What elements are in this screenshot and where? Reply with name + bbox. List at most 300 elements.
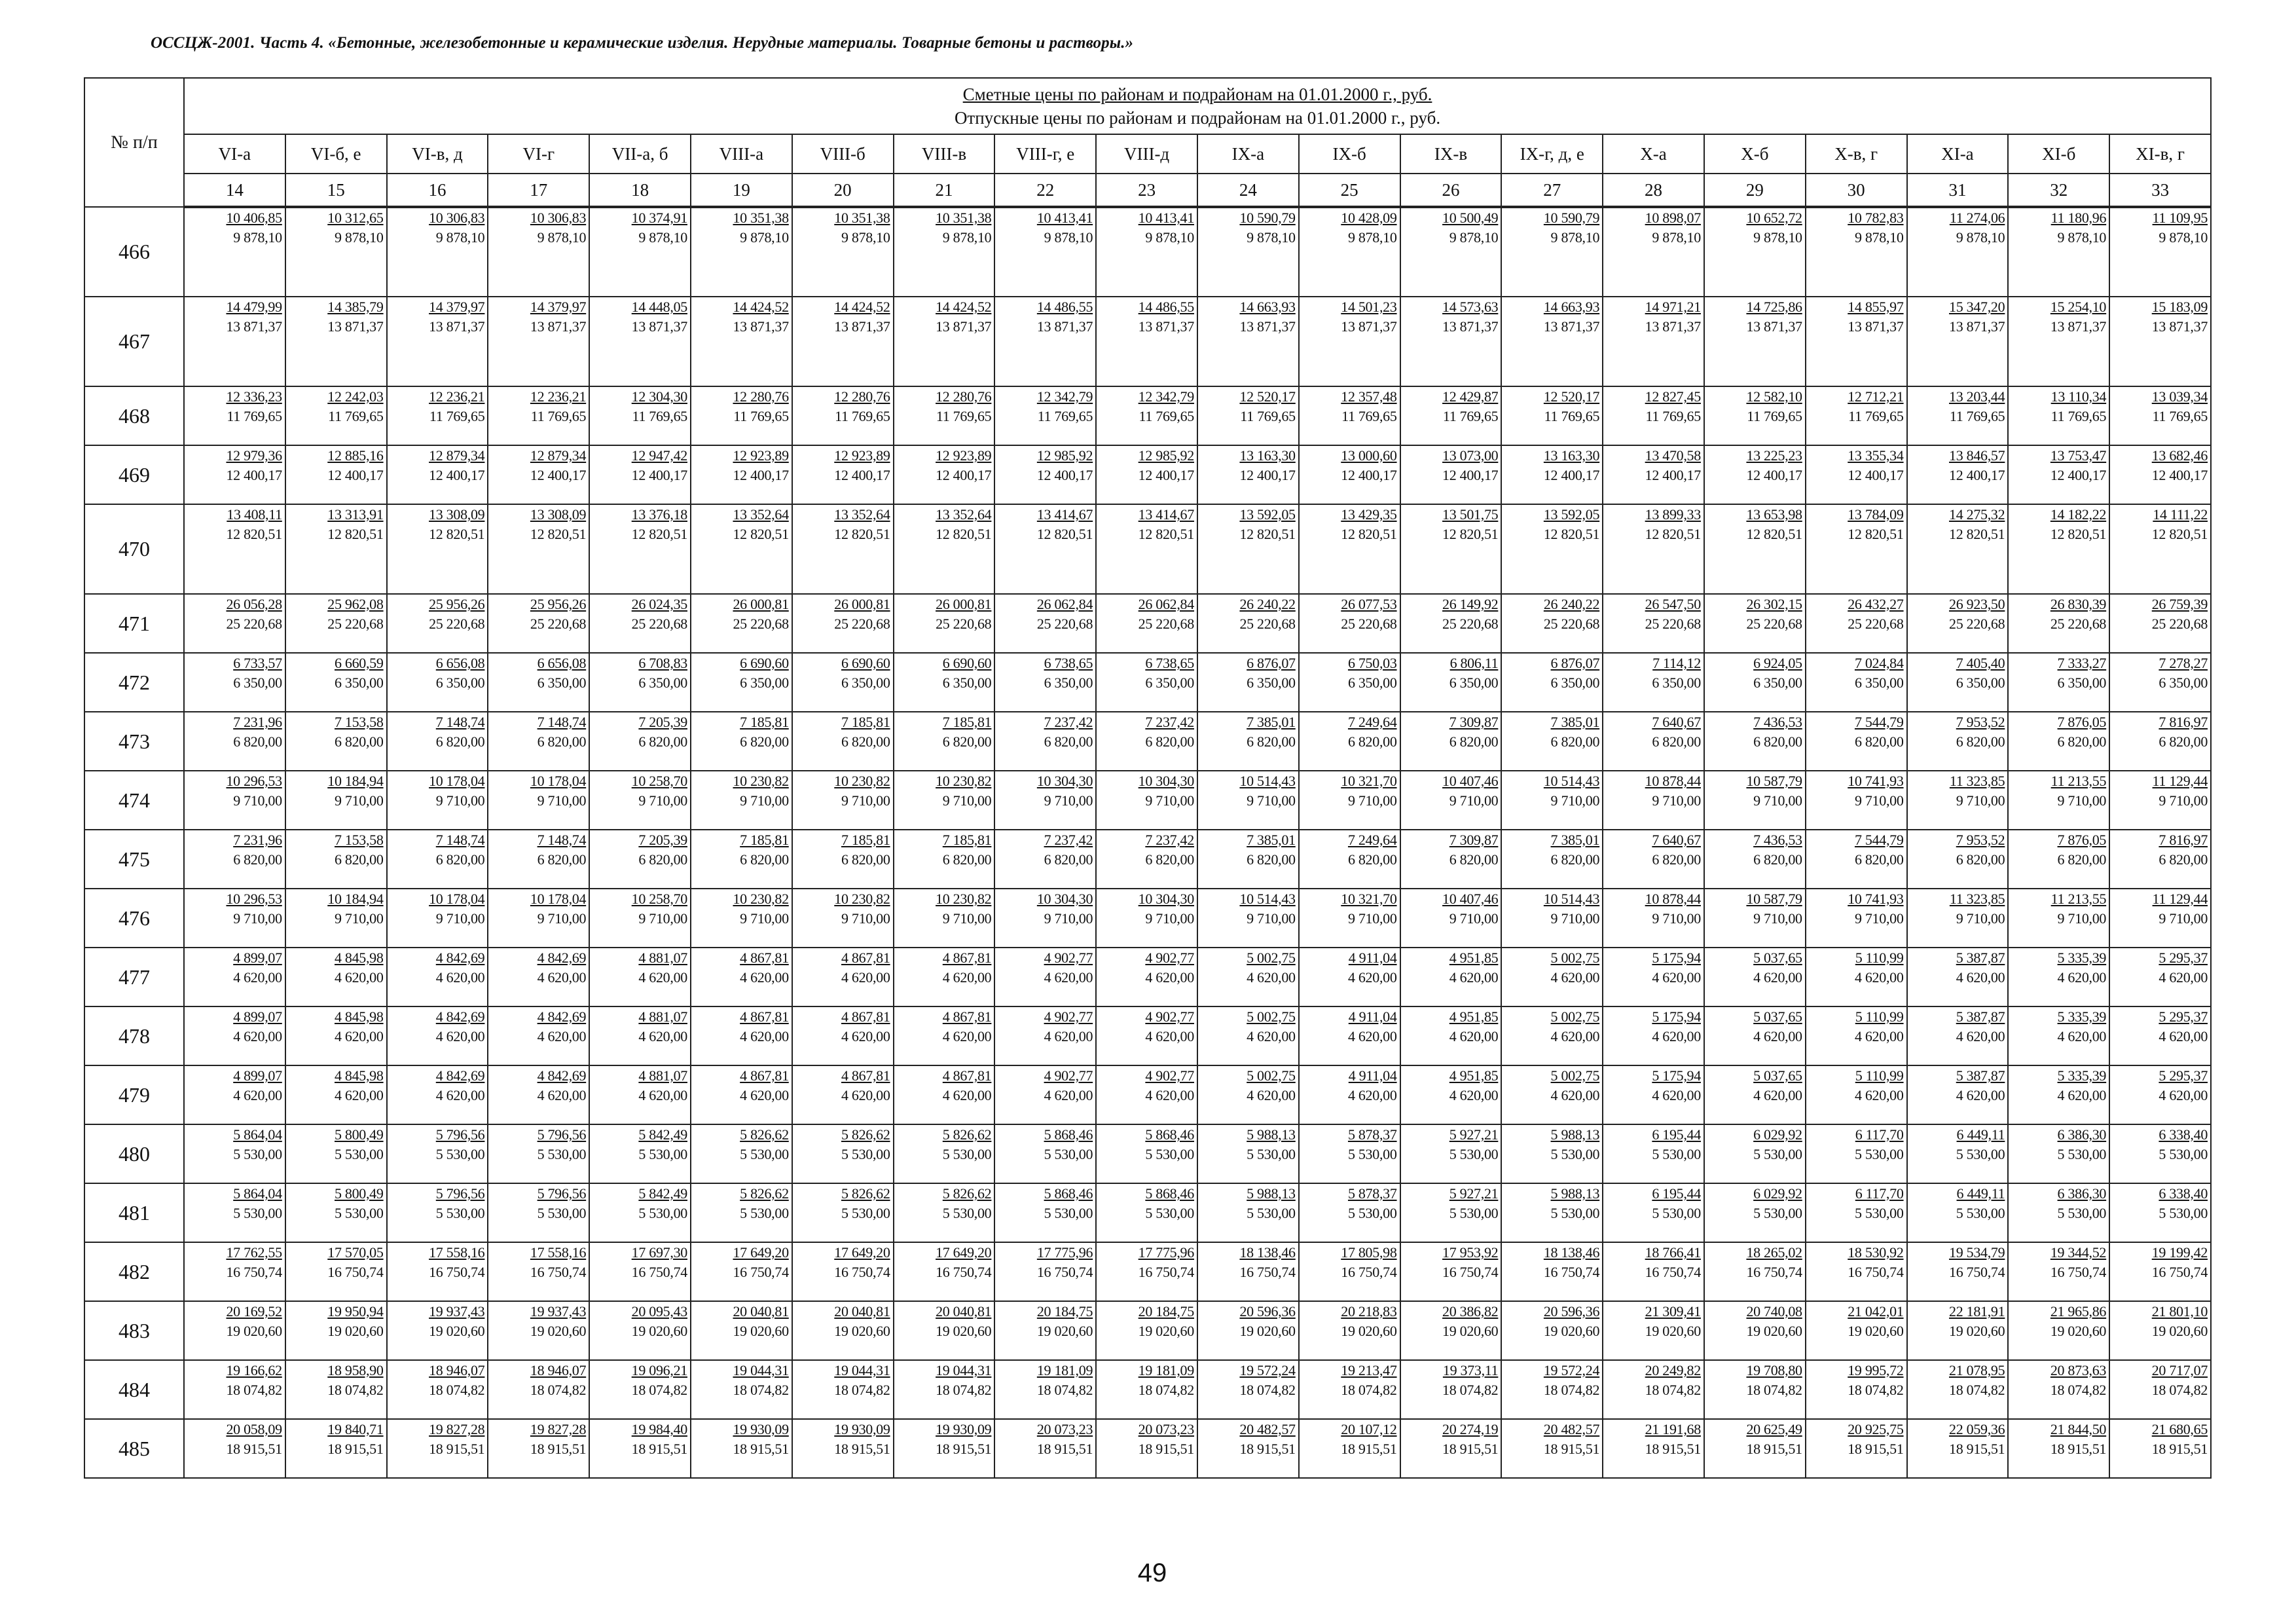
- price-cell: [1704, 386, 1806, 445]
- price-cell: [2008, 594, 2109, 653]
- estimate-price: 5 175,94: [1652, 1008, 1701, 1025]
- estimate-price: 17 649,20: [834, 1244, 890, 1261]
- release-price: 12 400,17: [530, 467, 587, 483]
- release-price: 25 220,68: [429, 616, 485, 632]
- estimate-price: 6 708,83: [638, 655, 687, 671]
- estimate-price: 10 514,43: [1239, 773, 1296, 789]
- release-price: 13 871,37: [936, 318, 992, 335]
- price-cell: [994, 1242, 1096, 1301]
- release-price: 6 820,00: [1145, 851, 1194, 868]
- estimate-price: 19 181,09: [1036, 1362, 1093, 1378]
- release-price: 19 020,60: [1949, 1323, 2005, 1339]
- estimate-price: 7 205,39: [638, 714, 687, 730]
- estimate-price: 5 037,65: [1753, 1008, 1802, 1025]
- estimate-price: 14 725,86: [1746, 299, 1802, 315]
- estimate-price: 19 950,94: [327, 1303, 384, 1320]
- price-cell: [1501, 1360, 1603, 1419]
- estimate-price: 12 885,16: [327, 447, 384, 464]
- release-price: 11 769,65: [1949, 408, 2005, 424]
- estimate-price: 7 114,12: [1652, 655, 1701, 671]
- estimate-price: 5 842,49: [638, 1185, 687, 1202]
- price-cell: [1197, 1006, 1299, 1065]
- estimate-price: 12 520,17: [1239, 388, 1296, 405]
- price-cell: [1603, 830, 1704, 889]
- price-cell: [691, 594, 792, 653]
- estimate-price: 6 117,70: [1855, 1126, 1904, 1143]
- release-price: 9 878,10: [1145, 229, 1194, 246]
- price-cell: [1907, 386, 2009, 445]
- price-cell: [994, 386, 1096, 445]
- release-price: 9 878,10: [942, 229, 992, 246]
- price-cell: [1299, 712, 1400, 771]
- estimate-price: 5 826,62: [942, 1185, 992, 1202]
- estimate-price: 6 656,08: [537, 655, 587, 671]
- release-price: 6 820,00: [1449, 851, 1499, 868]
- release-price: 12 820,51: [1848, 526, 1904, 542]
- estimate-price: 20 040,81: [733, 1303, 789, 1320]
- estimate-price: 26 000,81: [834, 596, 890, 612]
- price-cell: [1501, 771, 1603, 830]
- estimate-price: 6 738,65: [1145, 655, 1194, 671]
- release-price: 9 710,00: [1247, 910, 1296, 927]
- estimate-price: 7 185,81: [740, 832, 789, 848]
- estimate-price: 4 867,81: [740, 1067, 789, 1084]
- release-price: 9 710,00: [1753, 910, 1802, 927]
- release-price: 6 350,00: [1044, 674, 1093, 691]
- release-price: 11 769,65: [530, 408, 587, 424]
- price-cell: [2008, 297, 2109, 386]
- estimate-price: 7 237,42: [1044, 832, 1093, 848]
- estimate-price-title: Сметные цены по районам и подрайонам на 01.01.2000 г., руб.: [962, 84, 1432, 104]
- price-cell: [1501, 504, 1603, 594]
- price-cell: [691, 1124, 792, 1183]
- release-price: 19 020,60: [429, 1323, 485, 1339]
- estimate-price: 26 302,15: [1746, 596, 1802, 612]
- column-number: 33: [2109, 174, 2211, 207]
- price-cell: [994, 653, 1096, 712]
- price-cell: [1299, 445, 1400, 504]
- release-price: 18 074,82: [429, 1382, 485, 1398]
- estimate-price: 13 203,44: [1949, 388, 2005, 405]
- price-cell: [792, 948, 894, 1006]
- column-number: 28: [1603, 174, 1704, 207]
- release-price: 6 350,00: [2057, 674, 2107, 691]
- price-cell: [589, 1301, 691, 1360]
- release-price: 12 820,51: [1138, 526, 1194, 542]
- release-price: 11 769,65: [1139, 408, 1194, 424]
- price-cell: [1096, 889, 1197, 948]
- release-price: 12 400,17: [1036, 467, 1093, 483]
- estimate-price: 14 182,22: [2050, 506, 2107, 523]
- estimate-price: 10 230,82: [733, 773, 789, 789]
- price-cell: [792, 1242, 894, 1301]
- price-cell: [994, 889, 1096, 948]
- estimate-price: 5 864,04: [233, 1185, 282, 1202]
- estimate-price: 20 218,83: [1341, 1303, 1397, 1320]
- price-cell: [994, 1183, 1096, 1242]
- estimate-price: 7 231,96: [233, 714, 282, 730]
- estimate-price: 13 110,34: [2050, 388, 2107, 405]
- estimate-price: 21 844,50: [2050, 1421, 2107, 1437]
- release-price: 12 820,51: [530, 526, 587, 542]
- price-cell: [1806, 1419, 1907, 1478]
- price-cell: [994, 830, 1096, 889]
- release-price: 18 074,82: [733, 1382, 789, 1398]
- release-price: 19 020,60: [733, 1323, 789, 1339]
- price-cell: [387, 1065, 488, 1124]
- price-cell: [1603, 712, 1704, 771]
- release-price: 6 820,00: [2057, 851, 2107, 868]
- price-cell: [387, 1183, 488, 1242]
- estimate-price: 5 826,62: [942, 1126, 992, 1143]
- release-price: 9 710,00: [841, 910, 890, 927]
- price-cell: [1806, 1301, 1907, 1360]
- price-cell: [894, 1124, 995, 1183]
- estimate-price: 13 501,75: [1442, 506, 1499, 523]
- price-cell: [2109, 830, 2211, 889]
- estimate-price: 13 408,11: [227, 506, 282, 523]
- estimate-price: 12 923,89: [733, 447, 789, 464]
- release-price: 6 350,00: [1550, 674, 1600, 691]
- price-cell: [1400, 297, 1502, 386]
- release-price: 6 820,00: [1753, 733, 1802, 750]
- release-price: 4 620,00: [740, 1028, 789, 1044]
- release-price: 11 769,65: [1848, 408, 1904, 424]
- estimate-price: 4 845,98: [334, 1008, 384, 1025]
- price-cell: [184, 1301, 285, 1360]
- price-cell: [285, 504, 387, 594]
- region-header: X-в, г: [1806, 134, 1907, 174]
- price-cell: [1501, 712, 1603, 771]
- release-price: 6 820,00: [1247, 733, 1296, 750]
- estimate-price: 12 280,76: [834, 388, 890, 405]
- price-cell: [1704, 1006, 1806, 1065]
- release-price: 6 350,00: [1854, 674, 1904, 691]
- estimate-price: 10 587,79: [1746, 773, 1802, 789]
- price-cell: [1096, 1065, 1197, 1124]
- release-price: 5 530,00: [334, 1146, 384, 1162]
- column-number: 20: [792, 174, 894, 207]
- price-cell: [184, 1419, 285, 1478]
- estimate-price: 19 044,31: [733, 1362, 789, 1378]
- estimate-price: 6 338,40: [2159, 1126, 2208, 1143]
- price-cell: [1704, 1360, 1806, 1419]
- release-price: 9 710,00: [638, 792, 687, 809]
- price-cell: [1400, 1065, 1502, 1124]
- price-cell: [1096, 207, 1197, 297]
- release-price: 18 074,82: [530, 1382, 587, 1398]
- release-price: 11 769,65: [632, 408, 687, 424]
- release-price: 9 710,00: [1956, 910, 2005, 927]
- price-cell: [792, 889, 894, 948]
- release-price: 4 620,00: [1247, 969, 1296, 986]
- estimate-price: 4 899,07: [233, 1008, 282, 1025]
- estimate-price: 10 304,30: [1138, 891, 1194, 907]
- release-price: 18 074,82: [631, 1382, 687, 1398]
- release-price: 12 820,51: [834, 526, 890, 542]
- region-header: XI-в, г: [2109, 134, 2211, 174]
- price-cell: [894, 594, 995, 653]
- column-number: 31: [1907, 174, 2009, 207]
- release-price: 12 820,51: [1746, 526, 1802, 542]
- release-price: 5 530,00: [334, 1205, 384, 1221]
- price-cell: [184, 1183, 285, 1242]
- price-cell: [1704, 207, 1806, 297]
- price-cell: [488, 297, 589, 386]
- price-cell: [184, 297, 285, 386]
- release-price: 6 820,00: [537, 733, 587, 750]
- release-price: 18 915,51: [530, 1441, 587, 1457]
- estimate-price: 20 184,75: [1036, 1303, 1093, 1320]
- price-cell: [1603, 445, 1704, 504]
- release-price: 11 769,65: [1544, 408, 1600, 424]
- price-cell: [589, 1242, 691, 1301]
- price-cell: [691, 445, 792, 504]
- price-cell: [387, 1360, 488, 1419]
- release-price: 12 400,17: [1949, 467, 2005, 483]
- estimate-price: 14 379,97: [429, 299, 485, 315]
- price-cell: [1907, 594, 2009, 653]
- row-number: 471: [84, 594, 184, 653]
- release-price: 5 530,00: [1550, 1146, 1600, 1162]
- price-cell: [488, 1006, 589, 1065]
- estimate-price: 7 185,81: [841, 832, 890, 848]
- release-price: 19 020,60: [631, 1323, 687, 1339]
- price-cell: [792, 653, 894, 712]
- region-header: X-б: [1704, 134, 1806, 174]
- price-cell: [1501, 1065, 1603, 1124]
- estimate-price: 6 117,70: [1855, 1185, 1904, 1202]
- price-cell: [589, 1065, 691, 1124]
- price-cell: [1603, 594, 1704, 653]
- estimate-price: 13 592,05: [1239, 506, 1296, 523]
- price-cell: [589, 1360, 691, 1419]
- column-number: 30: [1806, 174, 1907, 207]
- estimate-price: 5 796,56: [435, 1185, 485, 1202]
- price-cell: [285, 1065, 387, 1124]
- release-price: 18 074,82: [936, 1382, 992, 1398]
- price-cell: [2008, 1242, 2109, 1301]
- estimate-price: 7 024,84: [1854, 655, 1904, 671]
- release-price: 6 820,00: [1854, 851, 1904, 868]
- estimate-price: 19 181,09: [1138, 1362, 1194, 1378]
- release-price: 6 820,00: [2159, 851, 2208, 868]
- release-price: 12 820,51: [2050, 526, 2107, 542]
- estimate-price: 11 109,95: [2152, 210, 2208, 226]
- price-cell: [285, 1124, 387, 1183]
- price-cell: [285, 653, 387, 712]
- price-cell: [1603, 297, 1704, 386]
- price-cell: [285, 1419, 387, 1478]
- release-price: 16 750,74: [1543, 1264, 1600, 1280]
- estimate-price: 10 304,30: [1036, 891, 1093, 907]
- estimate-price: 10 306,83: [429, 210, 485, 226]
- estimate-price: 11 129,44: [2152, 891, 2208, 907]
- region-header: XI-а: [1907, 134, 2009, 174]
- release-price: 4 620,00: [942, 969, 992, 986]
- release-price: 9 710,00: [2057, 910, 2107, 927]
- estimate-price: 5 868,46: [1044, 1185, 1093, 1202]
- price-cell: [184, 653, 285, 712]
- estimate-price: 17 775,96: [1036, 1244, 1093, 1261]
- price-cell: [1907, 830, 2009, 889]
- table-row: [84, 653, 2211, 712]
- price-cell: [1197, 712, 1299, 771]
- estimate-price: 13 682,46: [2151, 447, 2208, 464]
- estimate-price: 4 951,85: [1449, 950, 1499, 966]
- price-cell: [387, 889, 488, 948]
- release-price: 18 915,51: [2050, 1441, 2107, 1457]
- estimate-price: 10 296,53: [226, 891, 282, 907]
- estimate-price: 20 107,12: [1341, 1421, 1397, 1437]
- price-cell: [792, 1301, 894, 1360]
- price-cell: [1096, 1242, 1197, 1301]
- table-row: [84, 1301, 2211, 1360]
- release-price: 16 750,74: [327, 1264, 384, 1280]
- price-cell: [1299, 504, 1400, 594]
- estimate-price: 4 867,81: [942, 1008, 992, 1025]
- price-cell: [2109, 1301, 2211, 1360]
- release-price: 9 710,00: [1145, 792, 1194, 809]
- release-price: 9 710,00: [942, 910, 992, 927]
- price-cell: [1806, 653, 1907, 712]
- release-price: 6 820,00: [435, 851, 485, 868]
- release-price: 12 400,17: [429, 467, 485, 483]
- release-price: 4 620,00: [841, 969, 890, 986]
- price-cell: [1806, 1124, 1907, 1183]
- price-cell: [488, 207, 589, 297]
- release-price: 25 220,68: [2050, 616, 2107, 632]
- estimate-price: 12 242,03: [327, 388, 384, 405]
- release-price: 4 620,00: [2159, 1087, 2208, 1103]
- estimate-price: 5 002,75: [1550, 1067, 1600, 1084]
- estimate-price: 18 265,02: [1746, 1244, 1802, 1261]
- release-price: 11 769,65: [1747, 408, 1802, 424]
- estimate-price: 7 148,74: [435, 714, 485, 730]
- price-cell: [1603, 1006, 1704, 1065]
- release-price: 5 530,00: [1652, 1205, 1701, 1221]
- release-price: 13 871,37: [226, 318, 282, 335]
- estimate-price: 7 185,81: [841, 714, 890, 730]
- price-cell: [691, 386, 792, 445]
- release-price: 25 220,68: [1442, 616, 1499, 632]
- price-cell: [1096, 386, 1197, 445]
- release-price: 13 871,37: [1848, 318, 1904, 335]
- estimate-price: 6 806,11: [1449, 655, 1499, 671]
- price-cell: [994, 712, 1096, 771]
- release-price: 9 710,00: [334, 792, 384, 809]
- release-price: 11 769,65: [1442, 408, 1499, 424]
- release-price: 5 530,00: [740, 1146, 789, 1162]
- price-cell: [1806, 1065, 1907, 1124]
- estimate-price: 5 878,37: [1347, 1126, 1397, 1143]
- region-header: IX-а: [1197, 134, 1299, 174]
- price-cell: [994, 1419, 1096, 1478]
- release-price: 4 620,00: [1449, 969, 1499, 986]
- price-cell: [1197, 1360, 1299, 1419]
- release-price: 12 820,51: [936, 526, 992, 542]
- document-header: ОССЦЖ-2001. Часть 4. «Бетонные, железобетонные и керамические изделия. Нерудные материалы. Товарные бетоны и растворы.»: [151, 34, 1134, 52]
- estimate-price: 4 867,81: [841, 1067, 890, 1084]
- column-number: 17: [488, 174, 589, 207]
- release-price: 18 915,51: [1645, 1441, 1701, 1457]
- release-price: 12 820,51: [631, 526, 687, 542]
- region-header-row: [84, 134, 2211, 174]
- price-cell: [1299, 386, 1400, 445]
- price-cell: [1299, 1183, 1400, 1242]
- estimate-price: 7 333,27: [2057, 655, 2107, 671]
- release-price: 5 530,00: [233, 1205, 282, 1221]
- price-cell: [1197, 1242, 1299, 1301]
- release-price: 4 620,00: [1044, 1087, 1093, 1103]
- estimate-price: 14 486,55: [1138, 299, 1194, 315]
- estimate-price: 13 753,47: [2050, 447, 2107, 464]
- release-price: 6 350,00: [841, 674, 890, 691]
- estimate-price: 10 590,79: [1239, 210, 1296, 226]
- release-price: 19 020,60: [1543, 1323, 1600, 1339]
- price-cell: [1299, 1360, 1400, 1419]
- table-row: [84, 771, 2211, 830]
- estimate-price: 13 355,34: [1848, 447, 1904, 464]
- release-price: 4 620,00: [1044, 969, 1093, 986]
- estimate-price: 14 379,97: [530, 299, 587, 315]
- release-price: 16 750,74: [1239, 1264, 1296, 1280]
- table-row: [84, 386, 2211, 445]
- price-cell: [285, 297, 387, 386]
- estimate-price: 6 029,92: [1753, 1185, 1802, 1202]
- column-number: 14: [184, 174, 285, 207]
- estimate-price: 13 163,30: [1543, 447, 1600, 464]
- estimate-price: 20 740,08: [1746, 1303, 1802, 1320]
- release-price: 18 915,51: [1848, 1441, 1904, 1457]
- estimate-price: 12 947,42: [631, 447, 687, 464]
- estimate-price: 18 946,07: [530, 1362, 587, 1378]
- estimate-price: 12 879,34: [429, 447, 485, 464]
- price-cell: [1806, 771, 1907, 830]
- release-price: 9 710,00: [740, 910, 789, 927]
- estimate-price: 4 842,69: [435, 950, 485, 966]
- price-cell: [285, 771, 387, 830]
- estimate-price: 18 530,92: [1848, 1244, 1904, 1261]
- release-price: 18 915,51: [1746, 1441, 1802, 1457]
- price-cell: [994, 1360, 1096, 1419]
- price-cell: [691, 653, 792, 712]
- price-cell: [792, 1183, 894, 1242]
- row-number: 485: [84, 1419, 184, 1478]
- column-number: 16: [387, 174, 488, 207]
- row-number: 469: [84, 445, 184, 504]
- estimate-price: 5 002,75: [1550, 950, 1600, 966]
- release-price: 6 350,00: [638, 674, 687, 691]
- price-cell: [1704, 594, 1806, 653]
- release-price: 19 020,60: [1848, 1323, 1904, 1339]
- estimate-price: 7 237,42: [1145, 832, 1194, 848]
- price-cell: [184, 445, 285, 504]
- estimate-price: 13 352,64: [936, 506, 992, 523]
- price-cell: [1400, 1301, 1502, 1360]
- release-price: 4 620,00: [435, 969, 485, 986]
- estimate-price: 7 385,01: [1247, 714, 1296, 730]
- release-price: 19 020,60: [2151, 1323, 2208, 1339]
- price-cell: [792, 207, 894, 297]
- price-cell: [1806, 1183, 1907, 1242]
- estimate-price: 19 827,28: [429, 1421, 485, 1437]
- price-cell: [1501, 1301, 1603, 1360]
- estimate-price: 19 373,11: [1442, 1362, 1499, 1378]
- estimate-price: 6 449,11: [1956, 1126, 2005, 1143]
- estimate-price: 10 321,70: [1341, 891, 1397, 907]
- estimate-price: 6 690,60: [942, 655, 992, 671]
